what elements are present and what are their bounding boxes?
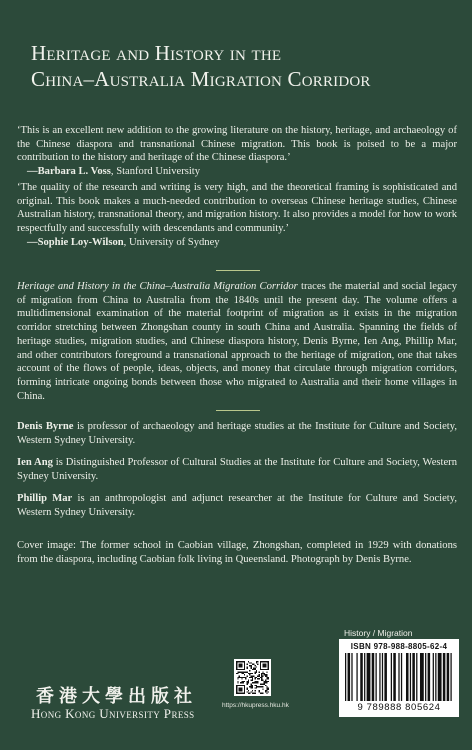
qr-module bbox=[260, 683, 261, 684]
qr-module bbox=[247, 672, 248, 673]
qr-module bbox=[252, 685, 253, 686]
qr-module bbox=[239, 677, 240, 678]
qr-module bbox=[249, 693, 250, 694]
qr-module bbox=[243, 672, 244, 673]
qr-module bbox=[257, 682, 258, 683]
qr-module bbox=[266, 690, 267, 691]
qr-module bbox=[265, 674, 266, 675]
qr-module bbox=[241, 682, 242, 683]
qr-module bbox=[257, 681, 258, 682]
qr-module bbox=[251, 679, 252, 680]
barcode-bar bbox=[379, 653, 380, 701]
qr-module bbox=[241, 677, 242, 678]
qr-module bbox=[261, 677, 262, 678]
qr-module bbox=[251, 683, 252, 684]
qr-module bbox=[262, 686, 263, 687]
qr-module bbox=[249, 673, 250, 674]
qr-module bbox=[260, 693, 261, 694]
qr-module bbox=[262, 689, 263, 690]
qr-module bbox=[264, 674, 265, 675]
qr-module bbox=[239, 676, 240, 677]
qr-module bbox=[249, 670, 250, 671]
barcode-bar bbox=[428, 653, 431, 701]
author-name: Phillip Mar bbox=[17, 493, 73, 504]
isbn-label: ISBN 978-988-8805-62-4 bbox=[350, 642, 448, 651]
qr-module bbox=[236, 673, 237, 674]
qr-module bbox=[264, 683, 265, 684]
qr-module bbox=[247, 676, 248, 677]
barcode-bar bbox=[364, 653, 365, 701]
qr-module bbox=[254, 665, 255, 666]
qr-module bbox=[265, 690, 266, 691]
qr-module bbox=[252, 690, 253, 691]
qr-module bbox=[251, 668, 252, 669]
qr-module bbox=[248, 693, 249, 694]
qr-module bbox=[262, 672, 263, 673]
qr-module bbox=[237, 673, 238, 674]
qr-module bbox=[254, 681, 255, 682]
qr-module bbox=[254, 669, 255, 670]
qr-module bbox=[252, 677, 253, 678]
qr-module bbox=[243, 677, 244, 678]
barcode-bar bbox=[420, 653, 424, 701]
isbn-barcode bbox=[339, 639, 459, 717]
qr-module bbox=[265, 682, 266, 683]
qr-module bbox=[248, 673, 249, 674]
author-name: Ien Ang bbox=[17, 457, 53, 468]
qr-module bbox=[237, 682, 238, 683]
qr-module bbox=[268, 689, 269, 690]
qr-module bbox=[260, 677, 261, 678]
qr-module bbox=[251, 665, 252, 666]
qr-module bbox=[253, 676, 254, 677]
qr-module bbox=[253, 668, 254, 669]
qr-module bbox=[257, 676, 258, 677]
qr-module bbox=[249, 665, 250, 666]
qr-module bbox=[240, 677, 241, 678]
qr-module bbox=[265, 681, 266, 682]
barcode-bar bbox=[398, 653, 399, 701]
endorsement-2 bbox=[17, 181, 457, 250]
barcode-bar bbox=[372, 653, 375, 701]
qr-module bbox=[266, 674, 267, 675]
qr-module bbox=[237, 681, 238, 682]
qr-module bbox=[254, 668, 255, 669]
qr-module bbox=[243, 681, 244, 682]
qr-module bbox=[256, 662, 257, 663]
qr-module bbox=[247, 683, 248, 684]
qr-module bbox=[268, 681, 269, 682]
qr-module bbox=[241, 673, 242, 674]
qr-module bbox=[258, 676, 259, 677]
qr-module bbox=[247, 666, 248, 667]
qr-module bbox=[256, 687, 257, 688]
cover-credit: Cover image: The former school in Caobian village, Zhongshan, completed in 1929 with donations from the diaspora, including Caobian folk living in Queensland. Photograph by Denis Byrne. bbox=[17, 540, 457, 565]
barcode-bar bbox=[367, 653, 371, 701]
qr-module bbox=[258, 672, 259, 673]
qr-module bbox=[257, 686, 258, 687]
qr-module bbox=[256, 672, 257, 673]
barcode-bar bbox=[410, 653, 411, 701]
qr-module bbox=[261, 679, 262, 680]
qr-module bbox=[251, 691, 252, 692]
qr-module bbox=[256, 661, 257, 662]
qr-module bbox=[256, 681, 257, 682]
qr-module bbox=[252, 678, 253, 679]
qr-module bbox=[262, 664, 266, 668]
qr-module bbox=[258, 686, 259, 687]
qr-module bbox=[252, 687, 253, 688]
qr-module bbox=[252, 676, 253, 677]
author-bio bbox=[17, 420, 457, 447]
qr-module bbox=[262, 673, 263, 674]
author-bio bbox=[17, 492, 457, 519]
qr-module bbox=[261, 676, 262, 677]
qr-module bbox=[241, 678, 242, 679]
qr-module bbox=[247, 689, 248, 690]
qr-module bbox=[254, 682, 255, 683]
qr-module bbox=[244, 681, 245, 682]
qr-module bbox=[248, 690, 249, 691]
publisher-name: Hong Kong University Press bbox=[31, 706, 195, 721]
qr-module bbox=[264, 682, 265, 683]
qr-module bbox=[261, 673, 262, 674]
barcode-bar bbox=[391, 653, 392, 701]
endorser-affiliation: , Stanford University bbox=[110, 166, 201, 178]
qr-module bbox=[254, 687, 255, 688]
qr-module bbox=[258, 691, 259, 692]
qr-module bbox=[254, 673, 255, 674]
qr-module bbox=[266, 693, 267, 694]
qr-module bbox=[245, 677, 246, 678]
qr-module bbox=[251, 687, 252, 688]
qr-module bbox=[254, 693, 255, 694]
qr-module bbox=[251, 685, 252, 686]
barcode-bar bbox=[360, 653, 363, 701]
qr-module bbox=[266, 672, 267, 673]
qr-module bbox=[239, 672, 240, 673]
author-bio-text: is professor of archaeology and heritage studies at the Institute for Culture and Society, Western Sydney University. bbox=[17, 421, 457, 446]
barcode-bar bbox=[450, 653, 451, 701]
barcode-bar bbox=[401, 653, 402, 701]
barcode-bar bbox=[438, 653, 442, 701]
qr-module bbox=[256, 670, 257, 671]
qr-module bbox=[252, 664, 253, 665]
qr-module bbox=[258, 674, 259, 675]
qr-module bbox=[254, 685, 255, 686]
qr-module bbox=[257, 661, 258, 662]
endorsement-1 bbox=[17, 124, 457, 179]
qr-module bbox=[252, 682, 253, 683]
qr-module bbox=[240, 682, 241, 683]
qr-module bbox=[241, 672, 242, 673]
qr-module bbox=[252, 686, 253, 687]
qr-module bbox=[264, 673, 265, 674]
qr-module bbox=[245, 672, 246, 673]
qr-module bbox=[249, 662, 250, 663]
qr-module bbox=[237, 678, 238, 679]
qr-module bbox=[248, 679, 249, 680]
endorser-name: —Sophie Loy-Wilson bbox=[27, 236, 124, 248]
author-bio bbox=[17, 456, 457, 483]
qr-module bbox=[248, 681, 249, 682]
qr-module bbox=[265, 691, 266, 692]
qr-module bbox=[251, 677, 252, 678]
qr-module bbox=[265, 685, 266, 686]
qr-module bbox=[247, 668, 248, 669]
qr-module bbox=[256, 686, 257, 687]
barcode-bar bbox=[384, 653, 387, 701]
book-title bbox=[31, 40, 451, 92]
qr-module bbox=[245, 678, 246, 679]
qr-module bbox=[258, 690, 259, 691]
qr-module bbox=[266, 678, 267, 679]
qr-module bbox=[262, 693, 263, 694]
qr-module bbox=[244, 677, 245, 678]
qr-module bbox=[256, 682, 257, 683]
qr-module bbox=[268, 677, 269, 678]
qr-module bbox=[265, 676, 266, 677]
qr-module bbox=[262, 679, 263, 680]
qr-module bbox=[248, 661, 249, 662]
qr-module bbox=[239, 664, 243, 668]
qr-module bbox=[266, 682, 267, 683]
qr-module bbox=[257, 664, 258, 665]
qr-module bbox=[256, 666, 257, 667]
qr-module bbox=[253, 669, 254, 670]
barcode-bar bbox=[406, 653, 409, 701]
qr-module bbox=[252, 679, 253, 680]
qr-module bbox=[254, 677, 255, 678]
qr-module bbox=[258, 678, 259, 679]
qr-module bbox=[265, 679, 266, 680]
qr-module bbox=[247, 687, 248, 688]
barcode-bar bbox=[375, 653, 376, 701]
qr-module bbox=[262, 676, 263, 677]
author-bio-text: is an anthropologist and adjunct researcher at the Institute for Culture and Society, Western Sydney University. bbox=[17, 493, 457, 518]
qr-module bbox=[257, 678, 258, 679]
description-book-title: Heritage and History in the China–Australia Migration Corridor bbox=[17, 281, 298, 292]
description-text: traces the material and social legacy of migration from China to Australia from the 1840s until the present day. The volume offers a multidimensional examination of the material footprint of migration as it exists in the migration corridor stretching between Zhongshan county in south China and Australia. Spanning the fields of heritage studies, migration studies, and Chinese diaspora history, Denis Byrne, Ien Ang, Phillip Mar, and other contributors foreground a transnational approach to the heritage of migration, one that takes account of the flows of people, ideas, objects, and money that circulate through migration corridors, forming intricate ongoing bonds between those who migrated to Australia and their home villages in China. bbox=[17, 281, 457, 402]
qr-module bbox=[268, 678, 269, 679]
qr-module bbox=[261, 683, 262, 684]
qr-module bbox=[247, 681, 248, 682]
barcode-bar bbox=[351, 653, 352, 701]
qr-module bbox=[248, 682, 249, 683]
qr-module bbox=[261, 678, 262, 679]
endorsement-quote: ‘This is an excellent new addition to the growing literature on the history, heritage, and archaeology of the Chinese diaspora and transnational Chinese migration. This book is poised to be a major contribution to the history and heritage of the Chinese diaspora.’ bbox=[17, 125, 457, 164]
barcode-bar bbox=[447, 653, 450, 701]
qr-module bbox=[251, 666, 252, 667]
qr-module bbox=[244, 674, 245, 675]
qr-module bbox=[256, 677, 257, 678]
qr-module bbox=[253, 682, 254, 683]
qr-module bbox=[256, 685, 257, 686]
barcode-bar bbox=[345, 653, 346, 701]
divider bbox=[216, 270, 260, 271]
publisher-url[interactable]: https://hkupress.hku.hk bbox=[222, 702, 289, 709]
qr-module bbox=[251, 662, 252, 663]
qr-code-icon bbox=[236, 661, 269, 694]
title-line-1: Heritage and History in the bbox=[31, 41, 282, 65]
barcode-bar bbox=[356, 653, 357, 701]
qr-module bbox=[247, 691, 248, 692]
barcode-bar bbox=[425, 653, 426, 701]
qr-module bbox=[261, 686, 262, 687]
qr-module bbox=[264, 681, 265, 682]
qr-module bbox=[252, 693, 253, 694]
endorsement-attribution bbox=[17, 236, 457, 250]
qr-module bbox=[251, 673, 252, 674]
qr-module bbox=[249, 677, 250, 678]
qr-module bbox=[239, 687, 243, 691]
book-description bbox=[17, 280, 457, 403]
qr-module bbox=[266, 677, 267, 678]
qr-module bbox=[261, 693, 262, 694]
qr-module bbox=[251, 686, 252, 687]
qr-module bbox=[266, 676, 267, 677]
qr-module bbox=[254, 690, 255, 691]
barcode-number: 9 789888 805624 bbox=[357, 702, 441, 713]
qr-module bbox=[260, 686, 261, 687]
qr-module bbox=[261, 674, 262, 675]
qr-module bbox=[237, 672, 238, 673]
author-bio-text: is Distinguished Professor of Cultural Studies at the Institute for Culture and Society, Western Sydney University. bbox=[17, 457, 457, 482]
qr-module bbox=[247, 664, 248, 665]
barcode-bar bbox=[416, 653, 417, 701]
qr-module bbox=[249, 674, 250, 675]
qr-module bbox=[253, 693, 254, 694]
qr-module bbox=[241, 681, 242, 682]
qr-module bbox=[237, 677, 238, 678]
qr-module bbox=[244, 672, 245, 673]
subject-category: History / Migration bbox=[344, 628, 413, 638]
barcode-bar bbox=[412, 653, 415, 701]
barcode-bar bbox=[433, 653, 434, 701]
qr-module bbox=[243, 682, 244, 683]
qr-module bbox=[266, 686, 267, 687]
barcode-bar bbox=[348, 653, 351, 701]
qr-module bbox=[247, 682, 248, 683]
qr-module bbox=[251, 676, 252, 677]
qr-module bbox=[254, 672, 255, 673]
qr-module bbox=[268, 691, 269, 692]
divider bbox=[216, 410, 260, 411]
qr-module bbox=[243, 673, 244, 674]
qr-module bbox=[262, 683, 263, 684]
qr-code[interactable] bbox=[234, 659, 271, 696]
qr-module bbox=[254, 678, 255, 679]
qr-module bbox=[266, 689, 267, 690]
qr-module bbox=[253, 664, 254, 665]
qr-module bbox=[266, 681, 267, 682]
qr-module bbox=[252, 669, 253, 670]
barcode-bar bbox=[435, 653, 436, 701]
endorsement-attribution bbox=[17, 165, 457, 179]
qr-module bbox=[268, 687, 269, 688]
qr-module bbox=[266, 687, 267, 688]
barcode-icon bbox=[345, 653, 453, 701]
barcode-bar bbox=[393, 653, 396, 701]
endorser-name: —Barbara L. Voss bbox=[27, 166, 111, 178]
endorser-affiliation: , University of Sydney bbox=[123, 236, 220, 248]
barcode-bar bbox=[443, 653, 446, 701]
barcode-bar bbox=[382, 653, 383, 701]
title-line-2: China–Australia Migration Corridor bbox=[31, 67, 371, 91]
qr-module bbox=[252, 673, 253, 674]
publisher-logo-chinese: 香港大學出版社 bbox=[36, 686, 197, 707]
qr-module bbox=[249, 686, 250, 687]
qr-module bbox=[240, 672, 241, 673]
author-name: Denis Byrne bbox=[17, 421, 74, 432]
endorsement-quote: ‘The quality of the research and writing is very high, and the theoretical framing is sophisticated and original. This book makes a much-needed contribution to overseas Chinese heritage studies, Chinese Australian history, transnational theory, and migration history. It also provides a model for how to work respectfully and successfully with descendants and community.’ bbox=[17, 182, 457, 235]
